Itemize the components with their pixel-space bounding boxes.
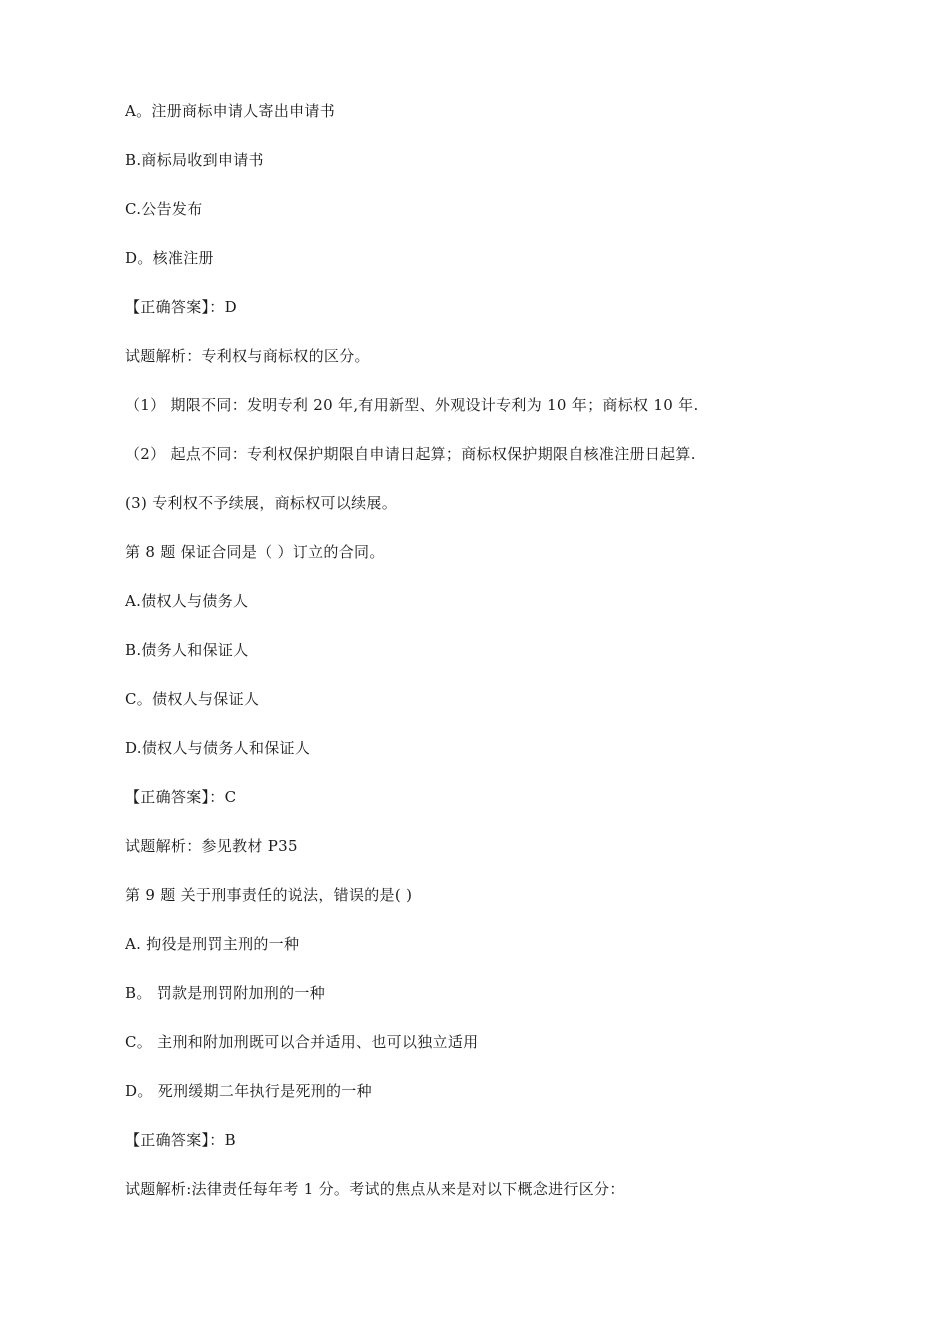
option-d-q7: D。核准注册 bbox=[125, 249, 214, 267]
question-8: 第 8 题 保证合同是（ ）订立的合同。 bbox=[125, 543, 385, 561]
option-c-q8: C。债权人与保证人 bbox=[125, 690, 260, 708]
answer-q7: 【正确答案】：D bbox=[125, 298, 237, 316]
analysis-point-3: (3) 专利权不予续展，商标权可以续展。 bbox=[125, 494, 398, 512]
option-c-q7: C.公告发布 bbox=[125, 200, 203, 218]
option-b-q9: B。 罚款是刑罚附加刑的一种 bbox=[125, 984, 325, 1002]
option-c-q9: C。 主刑和附加刑既可以合并适用、也可以独立适用 bbox=[125, 1033, 479, 1051]
option-d-q9: D。 死刑缓期二年执行是死刑的一种 bbox=[125, 1082, 372, 1100]
option-b-q7: B.商标局收到申请书 bbox=[125, 151, 264, 169]
option-a-q9: A. 拘役是刑罚主刑的一种 bbox=[125, 935, 300, 953]
document-body bbox=[125, 98, 845, 1225]
analysis-q8: 试题解析：参见教材 P35 bbox=[125, 837, 298, 855]
analysis-point-2: （2） 起点不同：专利权保护期限自申请日起算；商标权保护期限自核准注册日起算. bbox=[125, 445, 696, 463]
option-d-q8: D.债权人与债务人和保证人 bbox=[125, 739, 311, 757]
question-9: 第 9 题 关于刑事责任的说法，错误的是( ) bbox=[125, 886, 413, 904]
analysis-q7: 试题解析：专利权与商标权的区分。 bbox=[125, 347, 370, 365]
answer-q9: 【正确答案】：B bbox=[125, 1131, 236, 1149]
option-b-q8: B.债务人和保证人 bbox=[125, 641, 249, 659]
analysis-point-1: （1） 期限不同：发明专利 20 年,有用新型、外观设计专利为 10 年；商标权 10 年. bbox=[125, 396, 699, 414]
option-a-q7: A。注册商标申请人寄出申请书 bbox=[125, 102, 336, 120]
answer-q8: 【正确答案】：C bbox=[125, 788, 237, 806]
analysis-q9: 试题解析:法律责任每年考 1 分。考试的焦点从来是对以下概念进行区分： bbox=[125, 1180, 625, 1198]
option-a-q8: A.债权人与债务人 bbox=[125, 592, 249, 610]
